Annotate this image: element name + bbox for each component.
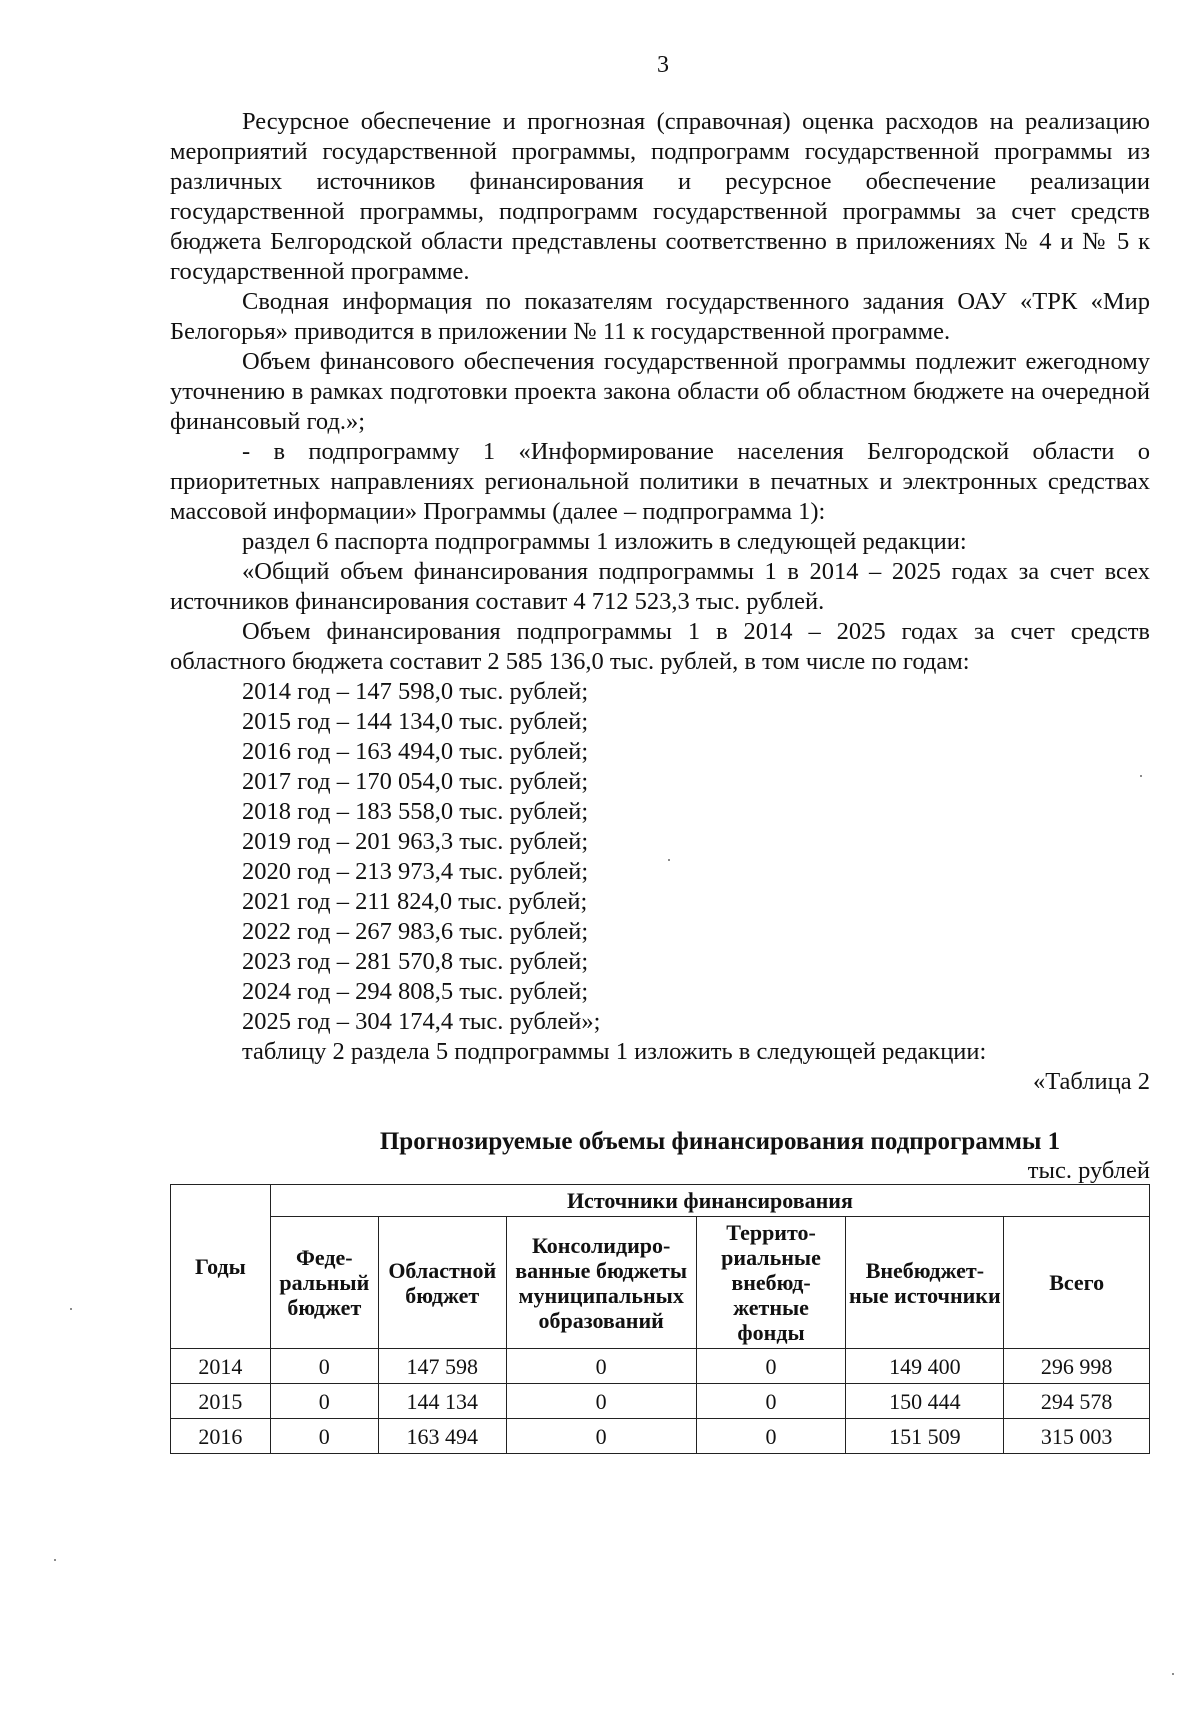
scan-speck	[1172, 1673, 1174, 1675]
document-body	[170, 107, 1150, 1454]
header-regional-budget: Областной бюджет	[378, 1217, 506, 1349]
header-years: Годы	[171, 1185, 271, 1349]
paragraph-state-task: Сводная информация по показателям государственного задания ОАУ «ТРК «Мир Белогорья» приводится в приложении № 11 к государственной программе.	[170, 288, 1150, 345]
year-line: 2014 год – 147 598,0 тыс. рублей;	[242, 678, 589, 705]
paragraph-resources: Ресурсное обеспечение и прогнозная (справочная) оценка расходов на реализацию мероприятий государственной программы, подпрограмм государственной программы из различных источников финансирования и ресурсное обеспечение реализации государственной программы, подпрограмм государственной программы за счет средств бюджета Белгородской области представлены соответственно в приложениях № 4 и № 5 к государственной программе.	[170, 108, 1150, 285]
year-line: 2023 год – 281 570,8 тыс. рублей;	[242, 948, 589, 975]
scan-speck	[70, 1308, 72, 1310]
scan-speck	[1140, 775, 1142, 777]
cell-municipal: 0	[506, 1349, 696, 1384]
cell-year: 2015	[171, 1384, 271, 1419]
year-line: 2024 год – 294 808,5 тыс. рублей;	[242, 978, 589, 1005]
table-intro: таблицу 2 раздела 5 подпрограммы 1 изложить в следующей редакции:	[242, 1038, 987, 1065]
paragraph-regional-budget: Объем финансирования подпрограммы 1 в 2014 – 2025 годах за счет средств областного бюджета составит 2 585 136,0 тыс. рублей, в том числе по годам:	[170, 618, 1150, 675]
cell-territorial: 0	[696, 1419, 846, 1454]
table-label: «Таблица 2	[1032, 1068, 1150, 1095]
header-sources-group: Источники финансирования	[270, 1185, 1149, 1217]
year-line: 2019 год – 201 963,3 тыс. рублей;	[242, 828, 589, 855]
header-total: Всего	[1004, 1217, 1150, 1349]
cell-total: 294 578	[1004, 1384, 1150, 1419]
cell-total: 296 998	[1004, 1349, 1150, 1384]
table-row	[171, 1384, 1150, 1419]
paragraph-section-6: раздел 6 паспорта подпрограммы 1 изложить в следующей редакции:	[242, 528, 967, 555]
cell-extra-budget: 151 509	[846, 1419, 1004, 1454]
cell-territorial: 0	[696, 1384, 846, 1419]
year-line: 2021 год – 211 824,0 тыс. рублей;	[242, 888, 588, 915]
paragraph-financing-volume: Объем финансового обеспечения государственной программы подлежит ежегодному уточнению в рамках подготовки проекта закона области об областном бюджете на очередной финансовый год.»;	[170, 348, 1150, 435]
page-number: 3	[657, 52, 669, 78]
table-row	[171, 1349, 1150, 1384]
scan-speck	[54, 1559, 56, 1561]
table-units: тыс. рублей	[1027, 1157, 1150, 1184]
cell-regional: 144 134	[378, 1384, 506, 1419]
year-line: 2015 год – 144 134,0 тыс. рублей;	[242, 708, 589, 735]
header-territorial-funds: Террито-риальные внебюд-жетные фонды	[696, 1217, 846, 1349]
paragraph-subprogram-1: - в подпрограмму 1 «Информирование населения Белгородской области о приоритетных направлениях региональной политики в печатных и электронных средствах массовой информации» Программы (далее – подпрограмма 1):	[170, 438, 1150, 525]
cell-territorial: 0	[696, 1349, 846, 1384]
year-financing-list	[170, 677, 1150, 1037]
table-title: Прогнозируемые объемы финансирования подпрограммы 1	[379, 1128, 1061, 1155]
financing-table	[170, 1184, 1150, 1454]
cell-regional: 163 494	[378, 1419, 506, 1454]
paragraph-total-financing: «Общий объем финансирования подпрограммы 1 в 2014 – 2025 годах за счет всех источников финансирования составит 4 712 523,3 тыс. рублей.	[170, 558, 1150, 615]
scan-speck	[668, 859, 670, 861]
header-federal-budget: Феде-ральный бюджет	[270, 1217, 378, 1349]
cell-extra-budget: 150 444	[846, 1384, 1004, 1419]
cell-extra-budget: 149 400	[846, 1349, 1004, 1384]
year-line: 2020 год – 213 973,4 тыс. рублей;	[242, 858, 589, 885]
year-line: 2018 год – 183 558,0 тыс. рублей;	[242, 798, 589, 825]
cell-federal: 0	[270, 1419, 378, 1454]
cell-federal: 0	[270, 1349, 378, 1384]
cell-federal: 0	[270, 1384, 378, 1419]
cell-year: 2016	[171, 1419, 271, 1454]
cell-regional: 147 598	[378, 1349, 506, 1384]
cell-year: 2014	[171, 1349, 271, 1384]
table-row	[171, 1419, 1150, 1454]
year-line: 2016 год – 163 494,0 тыс. рублей;	[242, 738, 589, 765]
header-extra-budget: Внебюджет-ные источники	[846, 1217, 1004, 1349]
year-line: 2025 год – 304 174,4 тыс. рублей»;	[242, 1008, 601, 1035]
cell-municipal: 0	[506, 1419, 696, 1454]
header-municipal-budgets: Консолидиро-ванные бюджеты муниципальных образований	[506, 1217, 696, 1349]
year-line: 2022 год – 267 983,6 тыс. рублей;	[242, 918, 589, 945]
year-line: 2017 год – 170 054,0 тыс. рублей;	[242, 768, 589, 795]
cell-total: 315 003	[1004, 1419, 1150, 1454]
cell-municipal: 0	[506, 1384, 696, 1419]
